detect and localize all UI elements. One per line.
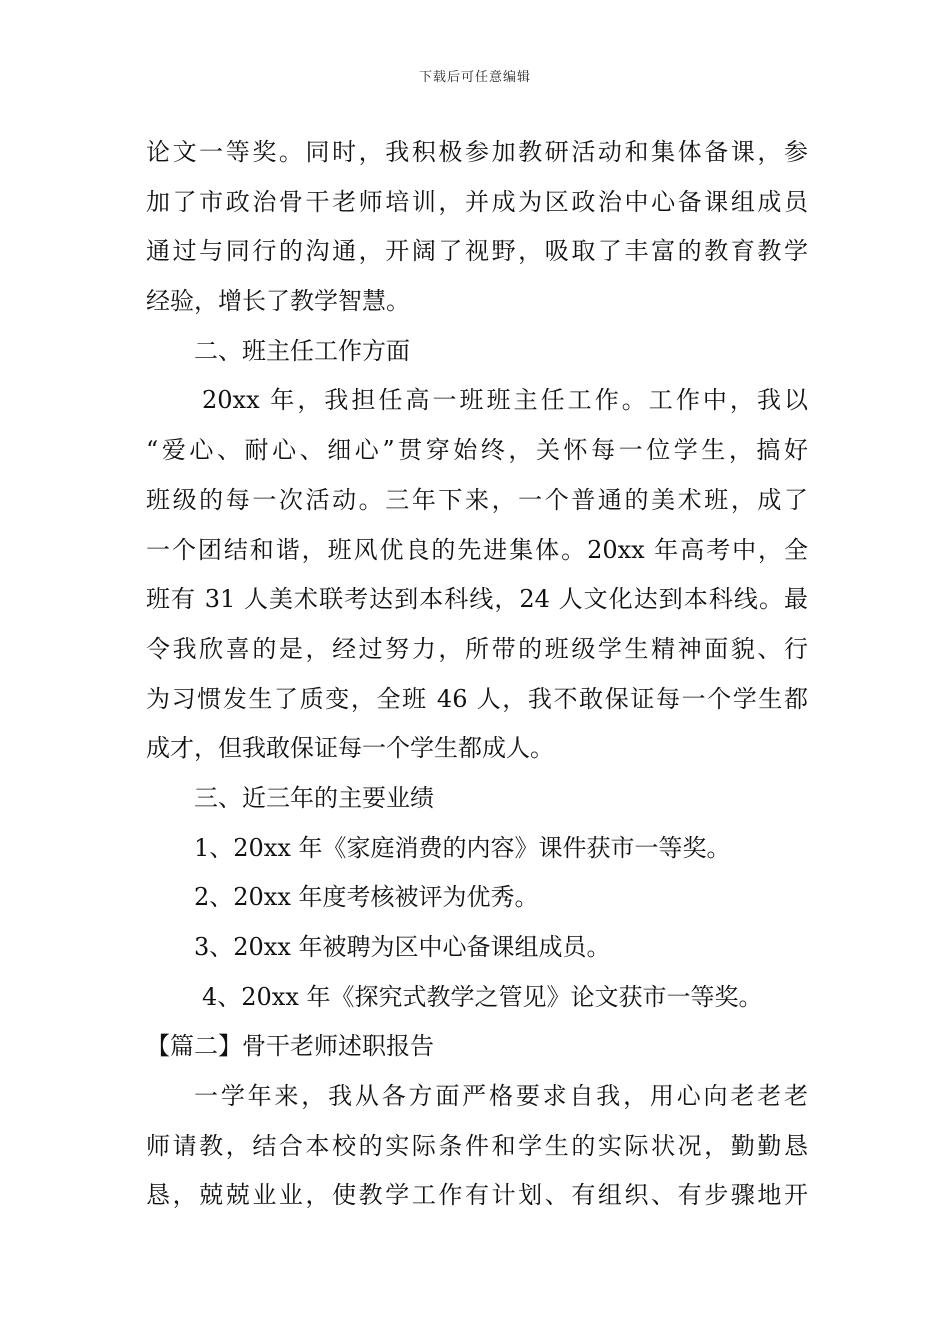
section-heading: 二、班主任工作方面 — [194, 336, 410, 365]
text-line: 论文一等奖。同时，我积极参加教研活动和集体备课，参 — [146, 138, 808, 166]
text-line: 加了市政治骨干老师培训，并成为区政治中心备课组成员 — [146, 187, 808, 216]
text-line: 师请教，结合本校的实际条件和学生的实际状况，勤勤恳 — [146, 1131, 808, 1160]
text-line: 20xx 年，我担任高一班班主任工作。工作中，我以 — [202, 386, 808, 415]
section-heading: 三、近三年的主要业绩 — [194, 783, 434, 812]
list-item: 2、20xx 年度考核被评为优秀。 — [194, 883, 539, 912]
page-header-note: 下载后可任意编辑 — [418, 70, 531, 85]
text-line: 班有 31 人美术联考达到本科线，24 人文化达到本科线。最 — [146, 585, 808, 614]
list-item: 1、20xx 年《家庭消费的内容》课件获市一等奖。 — [194, 833, 731, 862]
text-line: 令我欣喜的是，经过努力，所带的班级学生精神面貌、行 — [146, 634, 808, 663]
text-line: 一个团结和谐，班风优良的先进集体。20xx 年高考中，全 — [146, 535, 808, 564]
list-item: 3、20xx 年被聘为区中心备课组成员。 — [194, 933, 611, 961]
text-line: 经验，增长了教学智慧。 — [146, 287, 410, 316]
text-line: 班级的每一次活动。三年下来，一个普通的美术班，成了 — [146, 485, 808, 514]
text-line: 通过与同行的沟通，开阔了视野，吸取了丰富的教育教学 — [146, 237, 808, 266]
text-line: “爱心、耐心、细心”贯穿始终，关怀每一位学生，搞好 — [146, 436, 808, 465]
text-line: 一学年来，我从各方面严格要求自我，用心向老老老 — [194, 1082, 808, 1111]
text-line: 为习惯发生了质变，全班 46 人，我不敢保证每一个学生都 — [146, 684, 808, 713]
text-line: 恳，兢兢业业，使教学工作有计划、有组织、有步骤地开 — [146, 1181, 808, 1210]
text-line: 成才，但我敢保证每一个学生都成人。 — [146, 734, 554, 763]
chapter-heading: 【篇二】骨干老师述职报告 — [146, 1032, 434, 1061]
list-item: 4、20xx 年《探究式教学之管见》论文获市一等奖。 — [202, 982, 763, 1011]
document-body — [146, 128, 808, 1221]
